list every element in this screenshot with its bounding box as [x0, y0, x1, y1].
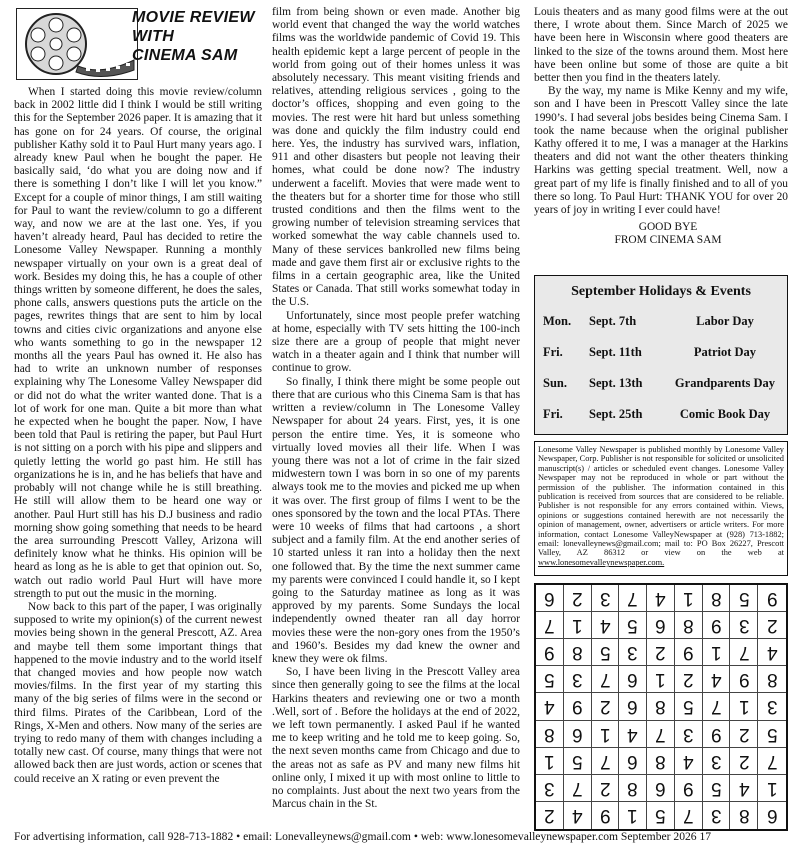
sudoku-digit: 8 [682, 615, 694, 637]
holiday-date: Sept. 11th [589, 345, 642, 359]
sudoku-cell [536, 612, 564, 639]
sudoku-digit: 3 [682, 723, 694, 745]
sudoku-cell [675, 666, 703, 693]
sudoku-digit: 1 [655, 669, 666, 691]
sudoku-cell [703, 585, 731, 612]
sudoku-digit: 5 [655, 805, 666, 827]
sudoku-cell [758, 748, 786, 775]
sudoku-digit: 4 [544, 696, 555, 718]
sudoku-cell [703, 639, 731, 666]
sudoku-digit: 9 [710, 723, 722, 745]
holiday-day: Sun. [543, 376, 567, 390]
sudoku-digit: 8 [655, 750, 666, 772]
sudoku-cell [730, 748, 758, 775]
sudoku-digit: 2 [738, 750, 750, 772]
sudoku-digit: 2 [682, 669, 694, 691]
sudoku-digit: 4 [599, 615, 611, 637]
sudoku-cell [703, 666, 731, 693]
sudoku-cell [619, 721, 647, 748]
sudoku-digit: 1 [571, 615, 583, 637]
website-link[interactable]: www.lonesomevalleynewspaper.com. [538, 557, 665, 567]
holiday-event: Comic Book Day [679, 407, 771, 421]
sudoku-digit: 9 [544, 642, 555, 664]
sudoku-digit: 1 [738, 696, 750, 718]
holiday-date: Sept. 7th [589, 314, 637, 328]
sudoku-digit: 3 [738, 615, 750, 637]
article-paragraph: film from being shown or even made. Another big world event that changed the way the world watches films was the worldwide pandemic of Covid 19. This health epidemic kept a large percent of people in the world from going out of their homes unless it was absolutely necessary. This meant visiting friends and relatives, attending religious services , going to the doctor’s offices, shopping and even going to the movies. The rest were hit hard but unless something was done and quickly the film industry could end here. Yes, the industry has survived wars, inflation, 911 and other disasters but people not leaving their homes, what could be done now? The industry underwent a facelift. Movies that were made went to the theaters but for a shorter time for those who still trusted conditions and then the films went to the growing number of television streaming services that worked somewhat the way cable channels used to. Many of these services bankrolled new films being made and gave them first air or exclusive rights to the films in a certain geographic area, like the United States or Canada. That still works somewhat today in the U.S. [272, 6, 520, 309]
sudoku-cell [564, 693, 592, 720]
sudoku-digit: 6 [571, 723, 583, 745]
sudoku-digit: 1 [710, 642, 722, 664]
article-column-1 [14, 86, 262, 786]
sudoku-cell [647, 666, 675, 693]
sudoku-digit: 6 [655, 615, 666, 637]
sudoku-digit: 8 [655, 696, 666, 718]
sudoku-digit: 7 [766, 750, 778, 772]
title-line: WITH [132, 28, 175, 45]
sudoku-digit: 2 [738, 723, 750, 745]
holiday-event: Patriot Day [693, 345, 757, 359]
column-header [14, 6, 262, 82]
sudoku-digit: 7 [571, 777, 583, 799]
sudoku-cell [647, 748, 675, 775]
sudoku-digit: 3 [571, 669, 583, 691]
sudoku-cell [647, 585, 675, 612]
holiday-date: Sept. 13th [589, 376, 643, 390]
sudoku-digit: 2 [544, 805, 555, 827]
sudoku-cell [675, 585, 703, 612]
sudoku-digit: 6 [627, 750, 638, 772]
sudoku-digit: 6 [544, 588, 555, 610]
sudoku-digit: 9 [766, 588, 778, 610]
sudoku-cell [703, 775, 731, 802]
sudoku-cell [592, 721, 620, 748]
sudoku-digit: 5 [571, 750, 583, 772]
page-footer: For advertising information, call 928-713-1882 • email: Lonevalleynews@gmail.com • web: www.lonesomevalleynewspaper.com September 2026 17 [14, 830, 712, 843]
holiday-day: Fri. [543, 345, 563, 359]
holiday-day: Fri. [543, 407, 563, 421]
sudoku-digit: 6 [655, 777, 666, 799]
sudoku-digit: 1 [599, 723, 611, 745]
sudoku-digit: 3 [710, 805, 722, 827]
sudoku-digit: 5 [682, 696, 694, 718]
sudoku-cell [536, 639, 564, 666]
sudoku-digit: 3 [627, 642, 638, 664]
sudoku-digit: 3 [710, 750, 722, 772]
sudoku-cell [730, 721, 758, 748]
holidays-box [534, 275, 788, 435]
sudoku-digit: 5 [627, 615, 638, 637]
signoff-line: GOOD BYE [638, 221, 698, 234]
sudoku-cell [730, 775, 758, 802]
article-paragraph: Now back to this part of the paper, I was originally supposed to write my opinion(s) of the current newest movies being shown in the general Prescott, AZ. Area and maybe tell them some important things that happened to the movie industry and to the world itself that changed movies and how people now watch movies/films. In the first year of my starting this many of the big series of films were in the second or third films. Pirates of the Caribbean, Lord of the Rings, X-Men and others. Now many of the series are trying to redo many of them with changes including a totally new cast. Of course, many things that were not allowed back then are just words, action or scenes that could receive an X rating or even prevent the [14, 600, 262, 785]
sudoku-cell [564, 721, 592, 748]
film-reel-icon [16, 8, 138, 80]
sudoku-cell [758, 802, 786, 829]
sudoku-digit: 9 [571, 696, 583, 718]
article-column-3 [534, 6, 788, 248]
sudoku-cell [619, 693, 647, 720]
sudoku-digit: 2 [766, 615, 778, 637]
sudoku-cell [647, 775, 675, 802]
sudoku-cell [703, 693, 731, 720]
sudoku-digit: 9 [599, 805, 611, 827]
sudoku-cell [730, 639, 758, 666]
sudoku-digit: 7 [710, 696, 722, 718]
sudoku-cell [619, 666, 647, 693]
sudoku-cell [758, 775, 786, 802]
sudoku-cell [675, 721, 703, 748]
sudoku-cell [564, 748, 592, 775]
sudoku-digit: 7 [738, 642, 750, 664]
sudoku-cell [619, 775, 647, 802]
sudoku-digit: 9 [682, 642, 694, 664]
sudoku-cell [730, 666, 758, 693]
sudoku-digit: 6 [627, 669, 638, 691]
holiday-date: Sept. 25th [589, 407, 643, 421]
sudoku-cell [536, 802, 564, 829]
sudoku-cell [730, 585, 758, 612]
sudoku-cell [703, 748, 731, 775]
sudoku-cell [592, 775, 620, 802]
sudoku-digit: 4 [710, 669, 722, 691]
sudoku-cell [703, 721, 731, 748]
sudoku-cell [536, 721, 564, 748]
sudoku-digit: 5 [599, 642, 611, 664]
sudoku-cell [592, 612, 620, 639]
sudoku-grid [534, 583, 788, 831]
sudoku-cell [730, 612, 758, 639]
sudoku-digit: 1 [627, 805, 638, 827]
sudoku-digit: 7 [627, 588, 638, 610]
sudoku-cell [592, 666, 620, 693]
sudoku-digit: 7 [599, 750, 611, 772]
sudoku-cell [564, 775, 592, 802]
sudoku-cell [564, 802, 592, 829]
sudoku-cell [536, 775, 564, 802]
sudoku-digit: 3 [544, 777, 555, 799]
sudoku-cell [647, 721, 675, 748]
sudoku-digit: 5 [544, 669, 555, 691]
sudoku-cell [758, 721, 786, 748]
sudoku-digit: 9 [710, 615, 722, 637]
sudoku-cell [592, 585, 620, 612]
sudoku-digit: 8 [544, 723, 555, 745]
sudoku-cell [536, 748, 564, 775]
publisher-disclaimer [534, 441, 788, 576]
sudoku-digit: 1 [766, 777, 778, 799]
sudoku-digit: 3 [766, 696, 778, 718]
sudoku-cell [703, 612, 731, 639]
sudoku-digit: 8 [766, 669, 778, 691]
sudoku-digit: 3 [599, 588, 611, 610]
sudoku-cell [536, 585, 564, 612]
sudoku-digit: 4 [738, 777, 750, 799]
title-line: CINEMA SAM [132, 47, 238, 64]
sudoku-digit: 7 [682, 805, 694, 827]
article-paragraph: So, I have been living in the Prescott Valley area since then generally going to see the films at the local Harkins theaters and reviewing one or two a month .Well, sort of . Before the holidays at the end of 2022, we left town permanently. I asked Paul if he wanted me to keep writing and he told me to keep going. So, the next seven months came from Chicago and due to the areas not as safe as PV and many new films hit online only, I mixed it up with most online to little to no complaints. Just about the next two years from the Marcus chain in the St. [272, 666, 520, 811]
sudoku-cell [647, 612, 675, 639]
sudoku-cell [675, 748, 703, 775]
sudoku-cell [592, 802, 620, 829]
sudoku-cell [619, 802, 647, 829]
sudoku-digit: 5 [710, 777, 722, 799]
sudoku-digit: 4 [682, 750, 694, 772]
holidays-title: September Holidays & Events [571, 284, 751, 299]
sudoku-cell [675, 802, 703, 829]
column-title [132, 8, 255, 65]
sudoku-digit: 7 [544, 615, 555, 637]
sudoku-digit: 9 [738, 669, 750, 691]
sudoku-digit: 8 [571, 642, 583, 664]
holiday-day: Mon. [543, 314, 572, 328]
sudoku-cell [536, 666, 564, 693]
sudoku-digit: 8 [710, 588, 722, 610]
sudoku-cell [758, 693, 786, 720]
sudoku-cell [758, 612, 786, 639]
sudoku-cell [619, 612, 647, 639]
sudoku-digit: 8 [627, 777, 638, 799]
sudoku-cell [592, 639, 620, 666]
sudoku-cell [758, 666, 786, 693]
sudoku-digit: 8 [738, 805, 750, 827]
sudoku-cell [675, 775, 703, 802]
sudoku-cell [675, 639, 703, 666]
sudoku-cell [647, 802, 675, 829]
sudoku-cell [564, 666, 592, 693]
sudoku-digit: 7 [599, 669, 611, 691]
sudoku-cell [675, 612, 703, 639]
sudoku-digit: 5 [738, 588, 750, 610]
sudoku-digit: 4 [571, 805, 583, 827]
sudoku-digit: 4 [766, 642, 778, 664]
sudoku-digit: 2 [655, 642, 666, 664]
sudoku-cell [564, 639, 592, 666]
sudoku-cell [619, 585, 647, 612]
sudoku-cell [758, 639, 786, 666]
sudoku-cell [619, 639, 647, 666]
sudoku-digit: 4 [627, 723, 638, 745]
article-paragraph: When I started doing this movie review/column back in 2002 little did I think I would be still writing this for the September 2026 paper. It is amazing that it has gone on for 24 years. Of course, the original publisher Kathy sold it to Paul Hurt many years ago. I already knew Paul when he bought the paper. He basically said, ‘do what you are doing now and if there is something I don’t like I will let you know.” Except for a couple of minor things, I am still waiting for Paul to want the review/column to go a different way, and now we are at the last one. Yes, if you haven’t already heard, Paul has decided to retire the Lonesome Valley Newspaper. Running a monthly newspaper virtually on your own is a great deal of work. Besides my doing this, he has a couple of other things written by someone different, he does the sales, phone calls, answers questions puts the article on the pages, rewrites things that are sent to him by local towns and cities civic organizations and anyone else who wants something to go in the newspaper 12 months all the years Paul has owned it. He also has had to write an unknown number of responses explaining why The Lonesome Valley Newspaper did or did not do what the writer wanted done. That is a lot of work for one man. Quite a bit more than what he expected when he bought the paper. Now, I have been told that Paul is retiring the paper, but Paul Hurt is not sitting on a porch with his pipe and slippers and quietly letting the world go past him. He still has organizations he is in, and he has beliefs that have and probably will not change while he is still breathing. He still will allow them to be heard one way or another. Paul Hurt still has his D.J business and radio morning show going something that needs to be heard the area surrounding Prescott Valley, Arizona will definitely know what he thinks. His opinion will be heard as long as he is able to get that opinion out. So, watch out radio world Paul Hurt will have more strength to put out the music in the morning. [14, 86, 262, 600]
sudoku-cell [730, 802, 758, 829]
sudoku-cell [564, 612, 592, 639]
sudoku-digit: 2 [599, 777, 611, 799]
disclaimer-text: Lonesome Valley Newspaper is published monthly by Lonesome Valley Newspaper, Corp. Publisher is not responsible for solicited or unsolicited manuscript(s) / articles or scheduled event changes. Lonesome Valley Newspaper may not be reproduced in whole or part without the permission of the publisher. The information contained in this publication is received from sources that are considered to be reliable. Publisher is not responsible for any errors contained within. Views, opinions or suggestions contained herewith are not necessarily the opinion of management, owner, advertisers or article writers. For more information, contact Lonesome ValleyNewspaper at (928) 713-1882; email: lonevalleynews@gmail.com; mail to: PO Box 26227, Prescott Valley, AZ 86312 or view on the web at [538, 445, 784, 558]
sudoku-cell [675, 693, 703, 720]
article-paragraph: By the way, my name is Mike Kenny and my wife, son and I have been in Prescott Valley since the late 1990’s. I had several jobs besides being Cinema Sam. I took the name because when the original publisher Kathy offered it to me, I was a manager at the Harkins theaters and did not want the other theaters thinking Harkins was getting special treatment. Well, now a great part of my life is finally finished and to all of you there so long. To Paul Hurt: THANK YOU for over 20 years of joy in writing I ever could have! [534, 85, 788, 217]
holiday-event: Grandparents Day [674, 376, 776, 390]
signoff-line: FROM CINEMA SAM [614, 234, 722, 247]
sudoku-digit: 5 [766, 723, 778, 745]
sudoku-cell [619, 748, 647, 775]
sudoku-digit: 2 [599, 696, 611, 718]
sudoku-cell [703, 802, 731, 829]
sudoku-digit: 6 [766, 805, 778, 827]
sudoku-digit: 7 [655, 723, 666, 745]
article-column-2 [272, 6, 520, 811]
sudoku-cell [592, 693, 620, 720]
sudoku-cell [758, 585, 786, 612]
sudoku-digit: 1 [682, 588, 694, 610]
sudoku-cell [564, 585, 592, 612]
sudoku-digit: 1 [544, 750, 555, 772]
sudoku-cell [536, 693, 564, 720]
sudoku-digit: 6 [627, 696, 638, 718]
sudoku-cell [647, 639, 675, 666]
sudoku-cell [647, 693, 675, 720]
holiday-event: Labor Day [696, 314, 754, 328]
sudoku-digit: 4 [655, 588, 666, 610]
article-paragraph: Unfortunately, since most people prefer watching at home, especially with TV sets hitting the 100-inch size there are a group of people that might never watch in a theater again and I think that number will continue to grow. [272, 309, 520, 375]
sudoku-digit: 2 [571, 588, 583, 610]
title-line: MOVIE REVIEW [132, 9, 255, 26]
article-paragraph: So finally, I think there might be some people out there that are curious who this Cinema Sam is that has written a review/column in The Lonesome Valley Newspaper for about 24 years. First, yes, it is one person the entire time. Yes, it is someone who virtually loved movies all their life. When I was young there was not a lot of crime in the fair sized midwestern town I was born in so one of my parents always took me to the movies and picked me up when it was over. The first group of films I went to be the ones sponsored by the town and the local PTAs. There were 10 weeks of films that had cartoons , a short subject and a family film. At the end another series of 10 started unless it ran into a holiday then the next one followed that. By the time the next summer came my parents were convinced I could handle it, so I kept going to the Saturday matinee as long as it was approved by my parents. Some Sundays the local independently owned theater ran all day horror movies these were the non-gory ones from the 1950’s and 1960’s. Besides my dad knew the owner and knew they were ok films. [272, 375, 520, 665]
sudoku-digit: 9 [682, 777, 694, 799]
sudoku-cell [592, 748, 620, 775]
sudoku-cell [730, 693, 758, 720]
article-paragraph: Louis theaters and as many good films were at the out there, I wrote about them. Since March of 2025 we have been here in Wisconsin where good theaters are linked to the size of the towns around them. Most here have been online but some of those are quite a bit better then you find in the theaters lately. [534, 6, 788, 85]
